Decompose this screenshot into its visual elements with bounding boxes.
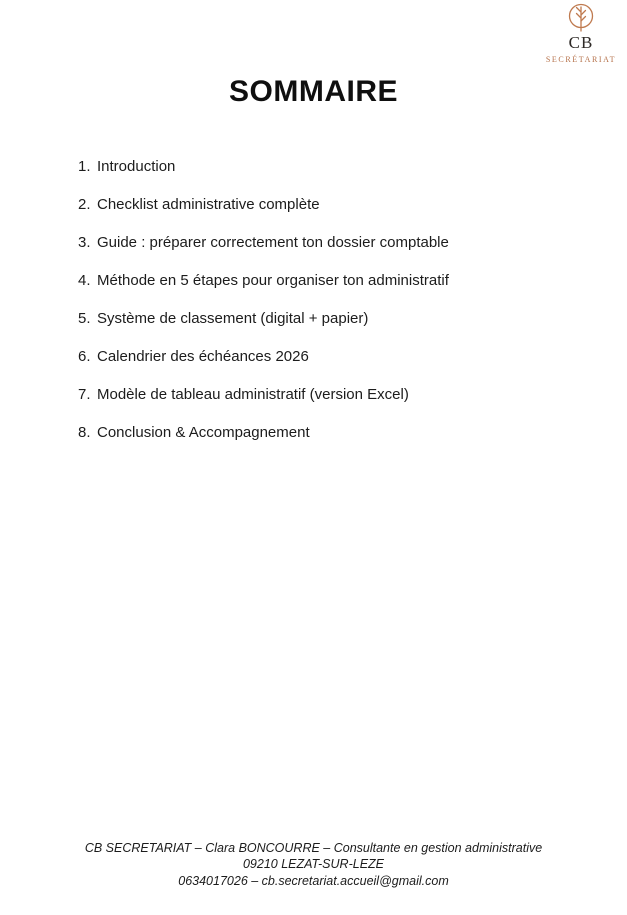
toc-item-number: 3. [78,234,91,251]
page-title: SOMMAIRE [229,75,398,108]
toc-item-label: Calendrier des échéances 2026 [97,348,309,365]
toc-item-number: 4. [78,272,91,289]
brand-initials: CB [568,33,594,52]
footer-line-phone-email: 0634017026 – cb.secretariat.accueil@gmail.com [178,873,449,888]
brand-subtitle: SECRÉTARIAT [545,55,617,64]
toc-item-label: Checklist administrative complète [97,196,320,213]
document-footer [0,840,627,890]
toc-item-number: 1. [78,158,91,175]
toc-item-introduction [78,157,627,177]
toc-item-number: 6. [78,348,91,365]
toc-item-checklist [78,195,627,215]
toc-item-label: Modèle de tableau administratif (version Excel) [97,386,409,403]
toc-item-number: 8. [78,424,91,441]
tree-branch-icon [567,2,595,33]
footer-line-address: 09210 LEZAT-SUR-LEZE [242,857,385,871]
toc-item-label: Guide : préparer correctement ton dossier comptable [97,234,449,251]
toc-item-label: Conclusion & Accompagnement [97,424,310,441]
toc-item-label: Système de classement (digital + papier) [97,310,369,327]
toc-item-guide [78,233,627,253]
toc-item-methode [78,271,627,291]
footer-line-contact-name: CB SECRETARIAT – Clara BONCOURRE – Consultante en gestion administrative [84,840,543,855]
toc-item-number: 5. [78,310,91,327]
toc-item-conclusion [78,423,627,443]
toc-list [78,157,627,443]
toc-item-modele [78,385,627,405]
toc-item-systeme [78,309,627,329]
toc-item-number: 2. [78,196,91,213]
toc-item-label: Méthode en 5 étapes pour organiser ton administratif [97,272,449,289]
toc-item-label: Introduction [97,158,176,175]
brand-logo [539,2,623,64]
toc-item-calendrier [78,347,627,367]
toc-item-number: 7. [78,386,91,403]
